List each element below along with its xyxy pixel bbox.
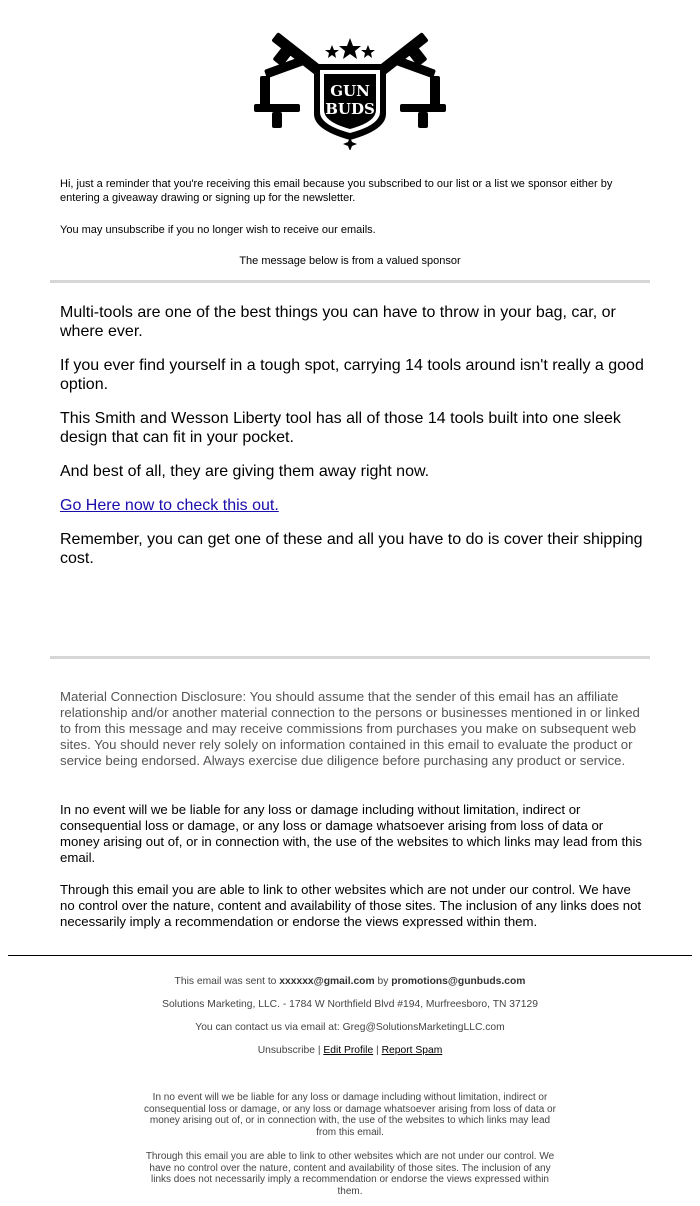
liability-disclaimer: In no event will we be liable for any loss or damage including without limitation, indirect or consequential loss or damage, or any loss or damage whatsoever arising from loss of data or money arising out of, or in connection with, the use of the websites to which links may lead from this email. xyxy=(60,802,643,866)
footer-liability-text: In no event will we be liable for any loss or damage including without limitation, indirect or consequential loss or damage, or any loss or damage whatsoever arising from loss of data or money arising out of, or in connection with, the use of the websites to which links may lead from this email. xyxy=(144,1092,556,1139)
link-separator: | xyxy=(376,1045,379,1056)
sender-email: promotions@gunbuds.com xyxy=(391,976,526,987)
footer-divider xyxy=(8,955,692,956)
offer-link[interactable]: Go Here now to check this out. xyxy=(60,497,279,514)
message-paragraph-1: Multi-tools are one of the best things you can have to throw in your bag, car, or where ever. xyxy=(60,304,616,340)
sponsor-message xyxy=(60,303,645,583)
message-paragraph-3: This Smith and Wesson Liberty tool has all of those 14 tools built into one sleek design that can fit in your pocket. xyxy=(60,410,621,446)
report-spam-link[interactable]: Report Spam xyxy=(381,1045,443,1056)
material-connection-disclosure: Material Connection Disclosure: You should assume that the sender of this email has an affiliate relationship and/or another material connection to the persons or businesses mentioned in or linked to from this message and may receive commissions from purchases you make on subsequent web sites. You should never rely solely on information contained in this email to evaluate the product or service being endorsed. Always exercise due diligence before purchasing any product or service. xyxy=(60,689,640,769)
message-paragraph-2: If you ever find yourself in a tough spot, carrying 14 tools around isn't really a good option. xyxy=(60,357,644,393)
divider-top xyxy=(50,280,650,283)
link-separator: | xyxy=(317,1045,321,1056)
postal-address: Solutions Marketing, LLC. - 1784 W Northfield Blvd #194, Murfreesboro, TN 37129 xyxy=(162,999,538,1010)
recipient-email: xxxxxx@gmail.com xyxy=(279,976,375,987)
logo-text-line2: BUDS xyxy=(325,100,375,118)
intro-reminder: Hi, just a reminder that you're receiving this email because you subscribed to our list or a list we sponsor either by entering a giveaway drawing or signing up for the newsletter. xyxy=(60,178,613,204)
message-paragraph-5: Remember, you can get one of these and all you have to do is cover their shipping cost. xyxy=(60,531,643,567)
footer-external-links-text: Through this email you are able to link to other websites which are not under our control. We have no control over the nature, content and availability of those sites. The inclusion of any links does not necessarily imply a recommendation or endorse the views expressed within them. xyxy=(145,1151,555,1198)
intro-unsubscribe-note: You may unsubscribe if you no longer wish to receive our emails. xyxy=(60,224,376,236)
stars-icon xyxy=(325,38,375,59)
edit-profile-link[interactable]: Edit Profile xyxy=(323,1045,374,1056)
logo-text-line1: GUN xyxy=(330,82,370,100)
sent-to-line xyxy=(0,976,700,987)
sponsor-note: The message below is from a valued sponsor xyxy=(239,255,461,267)
bottom-star-icon xyxy=(343,137,357,150)
message-paragraph-4: And best of all, they are giving them away right now. xyxy=(60,463,430,480)
contact-line: You can contact us via email at: Greg@SolutionsMarketingLLC.com xyxy=(195,1022,505,1033)
unsubscribe-link[interactable]: Unsubscribe xyxy=(257,1045,315,1056)
external-links-disclaimer: Through this email you are able to link to other websites which are not under our control. We have no control over the nature, content and availability of those sites. The inclusion of any links does not necessarily imply a recommendation or endorse the views expressed within them. xyxy=(60,882,642,930)
gunbuds-logo xyxy=(0,18,700,150)
footer-links xyxy=(0,1045,700,1056)
sent-prefix: This email was sent to xyxy=(174,976,277,987)
message-link-paragraph xyxy=(60,496,645,515)
divider-middle xyxy=(50,656,650,659)
sent-by: by xyxy=(377,976,389,987)
